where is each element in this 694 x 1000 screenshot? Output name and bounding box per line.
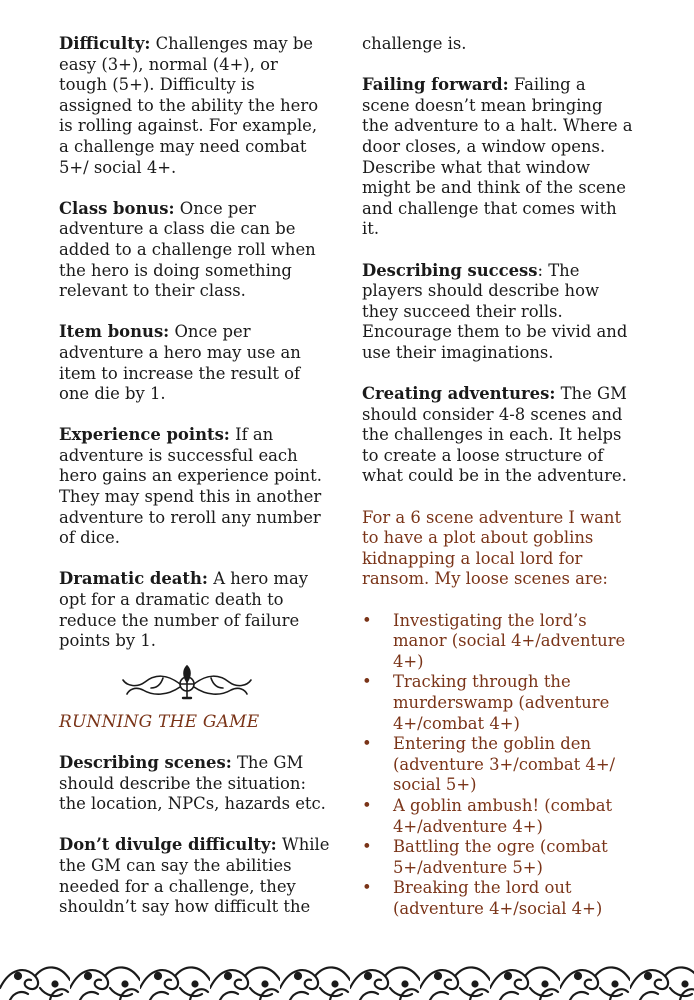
failing-forward-term: Failing forward:	[362, 75, 509, 95]
bullet-icon: •	[362, 837, 372, 857]
bullet-icon: •	[362, 734, 372, 754]
describing-scenes-text: The GM should describe the situation: the location, NPCs, hazards etc.	[59, 753, 326, 814]
scene-list-item	[362, 672, 634, 734]
scene-text: A goblin ambush! (combat 4+/adventure 4+)	[393, 795, 613, 836]
scene-list-item	[362, 611, 634, 673]
creating-adventures-text: The GM should consider 4-8 scenes and the challenges in each. It helps to create a loose structure of what could be in the adventure.	[362, 384, 627, 486]
difficulty-term: Difficulty:	[59, 34, 151, 53]
section-title: RUNNING THE GAME	[59, 711, 260, 732]
decorative-border-icon	[0, 958, 694, 1000]
describing-success-term: Describing success	[362, 260, 538, 280]
scene-text: Entering the goblin den (adventure 3+/combat 4+/ social 5+)	[393, 734, 616, 795]
scene-list-item	[362, 796, 634, 837]
scene-list-item	[362, 734, 634, 796]
dramatic-death-term: Dramatic death:	[59, 569, 208, 589]
difficulty-paragraph	[59, 34, 331, 178]
bullet-icon: •	[362, 795, 372, 815]
bullet-icon: •	[362, 878, 372, 898]
dont-divulge-text: While the GM can say the abilities needed for a challenge, they shouldn’t say how difficult the	[59, 835, 330, 917]
scene-list	[362, 611, 634, 920]
scene-list-item	[362, 837, 634, 878]
creating-adventures-term: Creating adventures:	[362, 384, 556, 404]
experience-text: If an adventure is successful each hero gains an experience point. They may spend this in another adventure to reroll any number of dice.	[59, 425, 322, 548]
dramatic-death-paragraph	[59, 569, 331, 651]
describing-scenes-paragraph	[59, 753, 331, 815]
bullet-icon: •	[362, 610, 372, 630]
item-bonus-text: Once per adventure a hero may use an item to increase the result of one die by 1.	[59, 322, 301, 404]
scene-text: Investigating the lord’s manor (social 4+/adventure 4+)	[393, 610, 626, 671]
difficulty-text: Challenges may be easy (3+), normal (4+), or tough (5+). Difficulty is assigned to the ability the hero is rolling against. For example, a challenge may need combat 5+/ social 4+.	[59, 34, 319, 177]
failing-forward-text: Failing a scene doesn’t mean bringing the adventure to a halt. Where a door closes, a window opens. Describe what that window might be and think of the scene and challenge that comes with it.	[362, 75, 633, 239]
dont-divulge-term: Don’t divulge difficulty:	[59, 835, 277, 855]
experience-paragraph	[59, 425, 331, 549]
experience-term: Experience points:	[59, 425, 230, 445]
describing-success-paragraph	[362, 261, 634, 364]
item-bonus-paragraph	[59, 322, 331, 404]
flourish-ornament-icon	[117, 660, 257, 704]
scene-text: Battling the ogre (combat 5+/adventure 5+)	[393, 837, 608, 877]
item-bonus-term: Item bonus:	[59, 322, 170, 342]
scene-text: Breaking the lord out (adventure 4+/social 4+)	[393, 878, 603, 918]
scene-list-item	[362, 878, 634, 919]
scene-text: Tracking through the murderswamp (adventure 4+/combat 4+)	[393, 672, 610, 733]
example-intro: For a 6 scene adventure I want to have a plot about goblins kidnapping a local lord for ransom. My loose scenes are:	[362, 507, 622, 589]
right-column	[362, 34, 634, 920]
creating-adventures-paragraph	[362, 384, 634, 487]
left-column	[59, 34, 331, 918]
dont-divulge-paragraph	[59, 835, 331, 917]
failing-forward-paragraph	[362, 75, 634, 240]
describing-success-text: : The players should describe how they succeed their rolls. Encourage them to be vivid and use their imaginations.	[362, 260, 628, 362]
dramatic-death-text: A hero may opt for a dramatic death to reduce the number of failure points by 1.	[59, 569, 308, 651]
describing-scenes-term: Describing scenes:	[59, 753, 232, 772]
class-bonus-paragraph	[59, 199, 331, 302]
continuation-text: challenge is.	[362, 34, 467, 53]
class-bonus-term: Class bonus:	[59, 198, 175, 218]
bullet-icon: •	[362, 672, 372, 692]
class-bonus-text: Once per adventure a class die can be added to a challenge roll when the hero is doing something relevant to their class.	[59, 198, 316, 301]
